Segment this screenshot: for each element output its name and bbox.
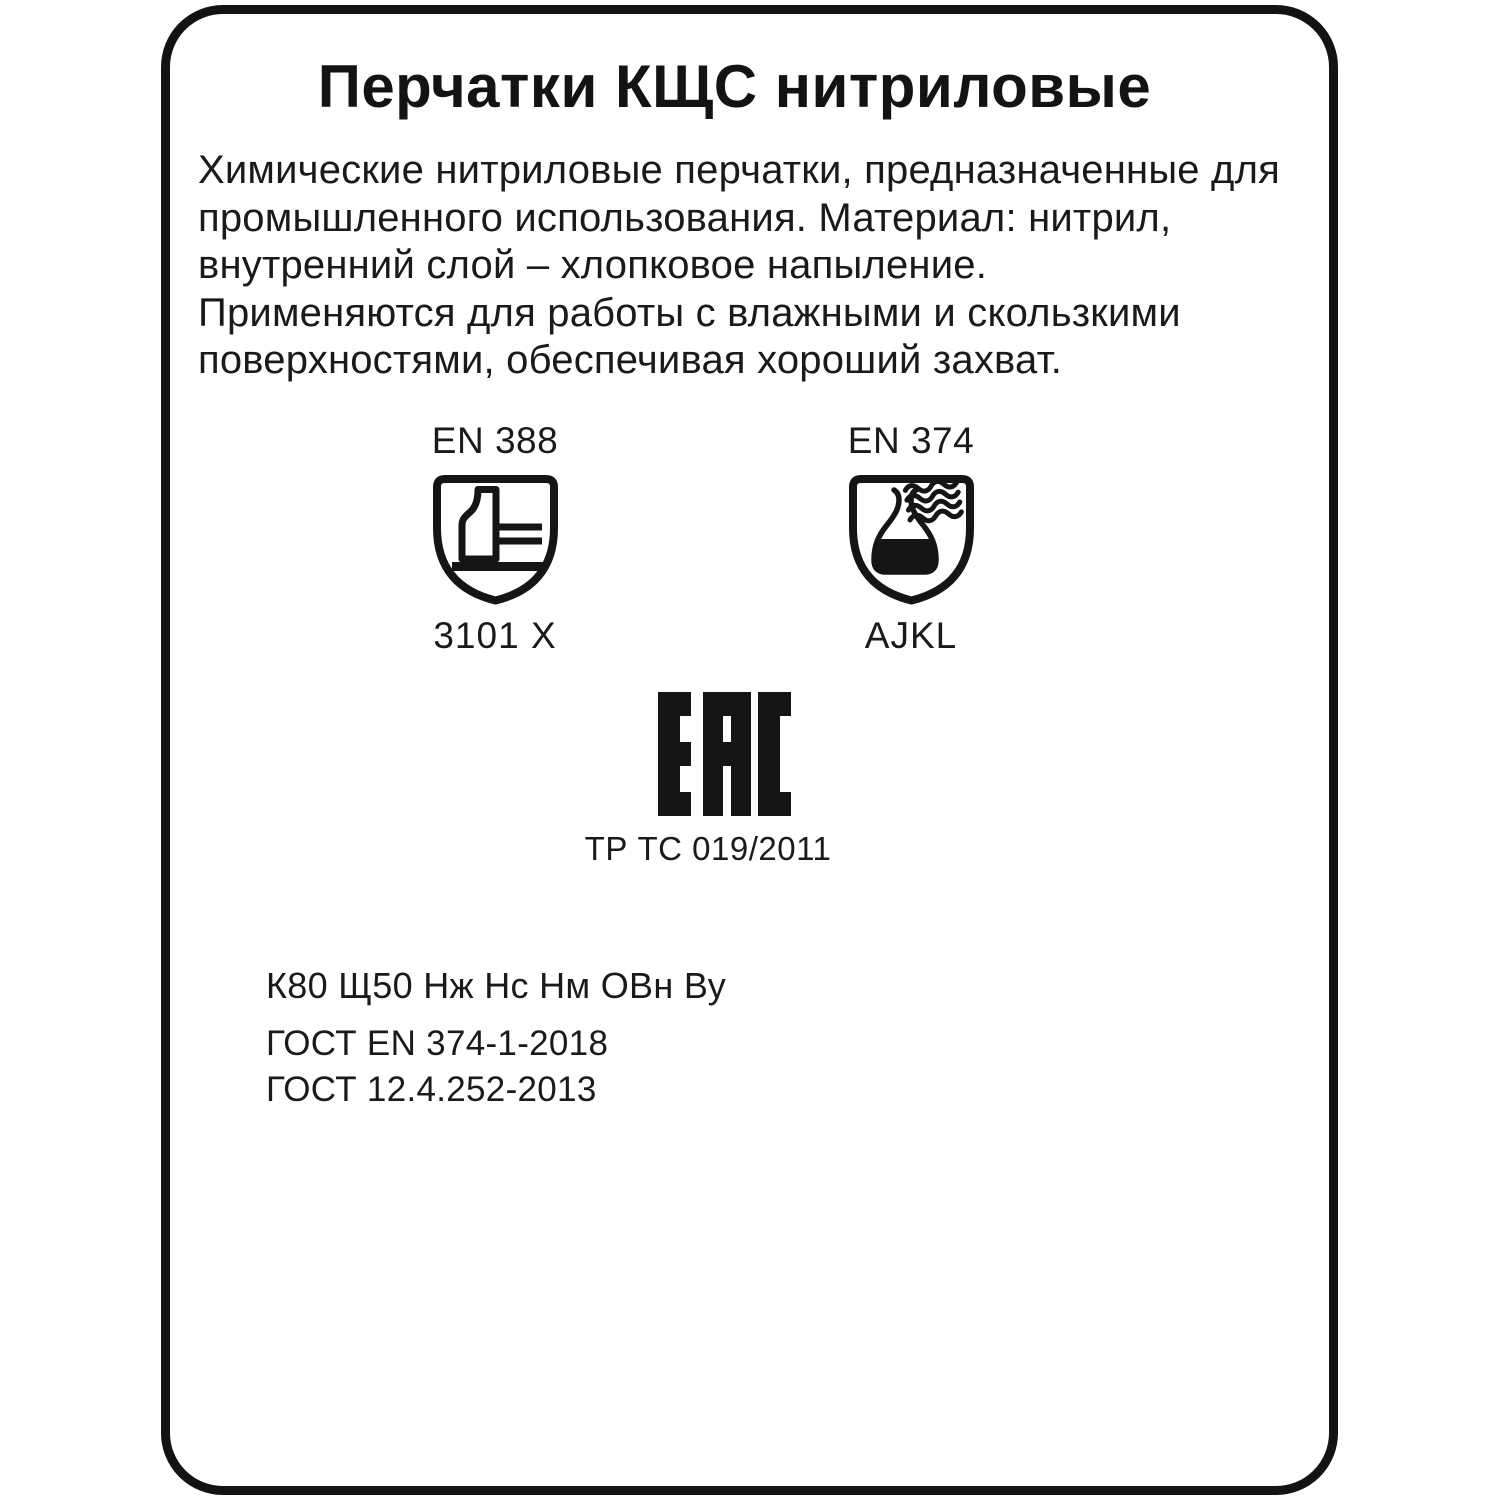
description-line: поверхностями, обеспечивая хороший захват. <box>198 338 1063 382</box>
eac-conformity-mark-icon <box>658 692 791 816</box>
page-title: Перчатки КЩС нитриловые <box>317 53 1152 120</box>
product-description <box>198 147 1280 385</box>
abrasion-shield-icon <box>432 474 559 605</box>
label-card <box>161 5 1338 1495</box>
chemical-flask-shield-icon <box>848 474 975 605</box>
cert-rating-label: 3101 X <box>433 615 557 656</box>
cert-rating-label: AJKL <box>864 615 958 656</box>
description-line: внутренний слой – хлопковое напыление. <box>198 243 988 287</box>
description-line: промышленного использования. Материал: нитрил, <box>198 195 1172 240</box>
gost-standard-2: ГОСТ 12.4.252-2013 <box>266 1070 597 1109</box>
certification-en388 <box>385 420 605 657</box>
certification-en374 <box>801 420 1021 657</box>
eac-regulation-label: ТР ТС 019/2011 <box>584 830 832 867</box>
cert-standard-label: EN 374 <box>847 420 975 461</box>
description-line: Применяются для работы с влажными и скользкими <box>198 290 1181 335</box>
protection-codes: К80 Щ50 Нж Нс Нм ОВн Ву <box>266 965 727 1006</box>
cert-standard-label: EN 388 <box>431 420 559 461</box>
gost-standard-1: ГОСТ EN 374-1-2018 <box>266 1024 609 1063</box>
description-line: Химические нитриловые перчатки, предназначенные для <box>198 148 1280 192</box>
